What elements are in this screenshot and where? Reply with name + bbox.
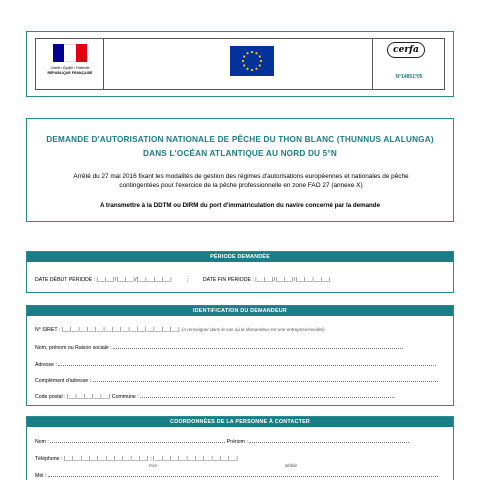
eu-star-icon (260, 60, 262, 62)
date-fin-field[interactable]: |__|__|/|__|__|/|__|__|__|__| (255, 277, 331, 283)
mel-field[interactable] (48, 472, 438, 477)
siret-row (35, 327, 325, 333)
eu-star-icon (255, 52, 257, 54)
contact-nom-field[interactable] (50, 438, 225, 443)
section-periode-heading: PÉRIODE DEMANDÉE (27, 252, 453, 262)
header-frame (26, 31, 454, 97)
eu-star-icon (242, 60, 244, 62)
code-postal-label: Code postal : (35, 394, 66, 400)
adresse-field[interactable] (58, 361, 436, 366)
telephone-mobile-field[interactable]: |__|__|__|__|__|__|__|__|__|__| (153, 456, 239, 462)
rf-name: RÉPUBLIQUE FRANÇAISE (47, 71, 93, 75)
siret-hint: (A renseigner dans le cas où le demandeur est une entreprise/société) (181, 327, 325, 332)
section-identification-heading: IDENTIFICATION DU DEMANDEUR (27, 306, 453, 316)
header-cell-republique (36, 39, 104, 89)
title-frame (26, 118, 454, 222)
eu-stars-icon (230, 46, 274, 76)
adresse-label: Adresse : (35, 362, 57, 368)
periode-row (35, 277, 331, 283)
telephone-label: Téléphone : (35, 456, 63, 462)
form-title (27, 133, 453, 161)
mel-row (35, 472, 438, 479)
telephone-separator: ; (150, 456, 152, 462)
contact-prenom-label: Prénom : (226, 439, 248, 445)
arrete-reference: Arrêté du 27 mai 2016 fixant les modalités de gestion des régimes d'autorisations européennes et nationales de pêche contingentées pour l'exercice de la pêche professionnelle en zone FAO 27 (annexe X) (73, 173, 409, 189)
section-contact-heading: COORDONNÉES DE LA PERSONNE À CONTACTER (27, 417, 453, 427)
french-flag-icon (53, 44, 87, 62)
adresse-row (35, 361, 436, 368)
complement-adresse-label: Complément d'adresse : (35, 378, 92, 384)
eu-flag-icon (230, 46, 274, 76)
telephone-fixe-field[interactable]: |__|__|__|__|__|__|__|__|__|__| (63, 456, 149, 462)
marianne-logo-icon (42, 44, 98, 84)
contact-prenom-field[interactable] (249, 438, 409, 443)
code-postal-field[interactable]: |__|__|__|__|__| (67, 394, 111, 400)
header-cell-europe (104, 39, 373, 89)
complement-row (35, 377, 438, 384)
periode-separator: ; (186, 277, 189, 283)
raison-sociale-label: Nom, prénom ou Raison sociale : (35, 345, 112, 351)
mobile-caption: Mobile (285, 463, 298, 468)
eu-star-icon (246, 52, 248, 54)
date-debut-label: DATE DÉBUT PÉRIODE : (35, 277, 96, 283)
eu-star-icon (259, 55, 261, 57)
eu-star-icon (246, 68, 248, 70)
fixe-caption: Fixe (149, 463, 157, 468)
siret-label: N° SIRET : (35, 327, 61, 333)
eu-star-icon (243, 55, 245, 57)
eu-star-icon (251, 51, 253, 53)
form-title-line1: DEMANDE D'AUTORISATION NATIONALE DE PÊCHE DU THON BLANC (THUNNUS ALALUNGA) (46, 135, 434, 144)
section-periode (26, 251, 454, 293)
eu-star-icon (243, 64, 245, 66)
section-identification (26, 305, 454, 406)
form-title-line2: DANS L'OCÉAN ATLANTIQUE AU NORD DU 5°N (142, 149, 337, 158)
transmission-instruction: A transmettre à la DDTM ou DIRM du port d'immatriculation du navire concerné par la demande (99, 202, 381, 209)
contact-nom-row (35, 438, 409, 445)
date-fin-label: DATE FIN PÉRIODE : (202, 277, 254, 283)
eu-star-icon (259, 64, 261, 66)
eu-star-icon (251, 69, 253, 71)
nom-row (35, 344, 403, 351)
cerfa-logo: cerfa (387, 42, 425, 58)
cerfa-number: N°14851*05 (395, 74, 423, 80)
raison-sociale-field[interactable] (113, 344, 403, 349)
contact-nom-label: Nom : (35, 439, 49, 445)
siret-field[interactable]: |__|__|__|__|__|__|__|__|__|__|__|__|__|__| (61, 327, 180, 333)
rf-motto: Liberté • Égalité • Fraternité (50, 66, 90, 70)
commune-label: Commune : (111, 394, 139, 400)
section-contact (26, 416, 454, 480)
header-cell-cerfa (373, 39, 444, 89)
date-debut-field[interactable]: |__|__|/|__|__|/|__|__|__|__| (96, 277, 172, 283)
eu-star-icon (255, 68, 257, 70)
mel-label: Mél : (35, 473, 47, 479)
cp-row (35, 393, 395, 400)
commune-field[interactable] (140, 393, 395, 398)
header-logos-table (35, 38, 445, 90)
telephone-row (35, 456, 238, 462)
complement-adresse-field[interactable] (93, 377, 438, 382)
